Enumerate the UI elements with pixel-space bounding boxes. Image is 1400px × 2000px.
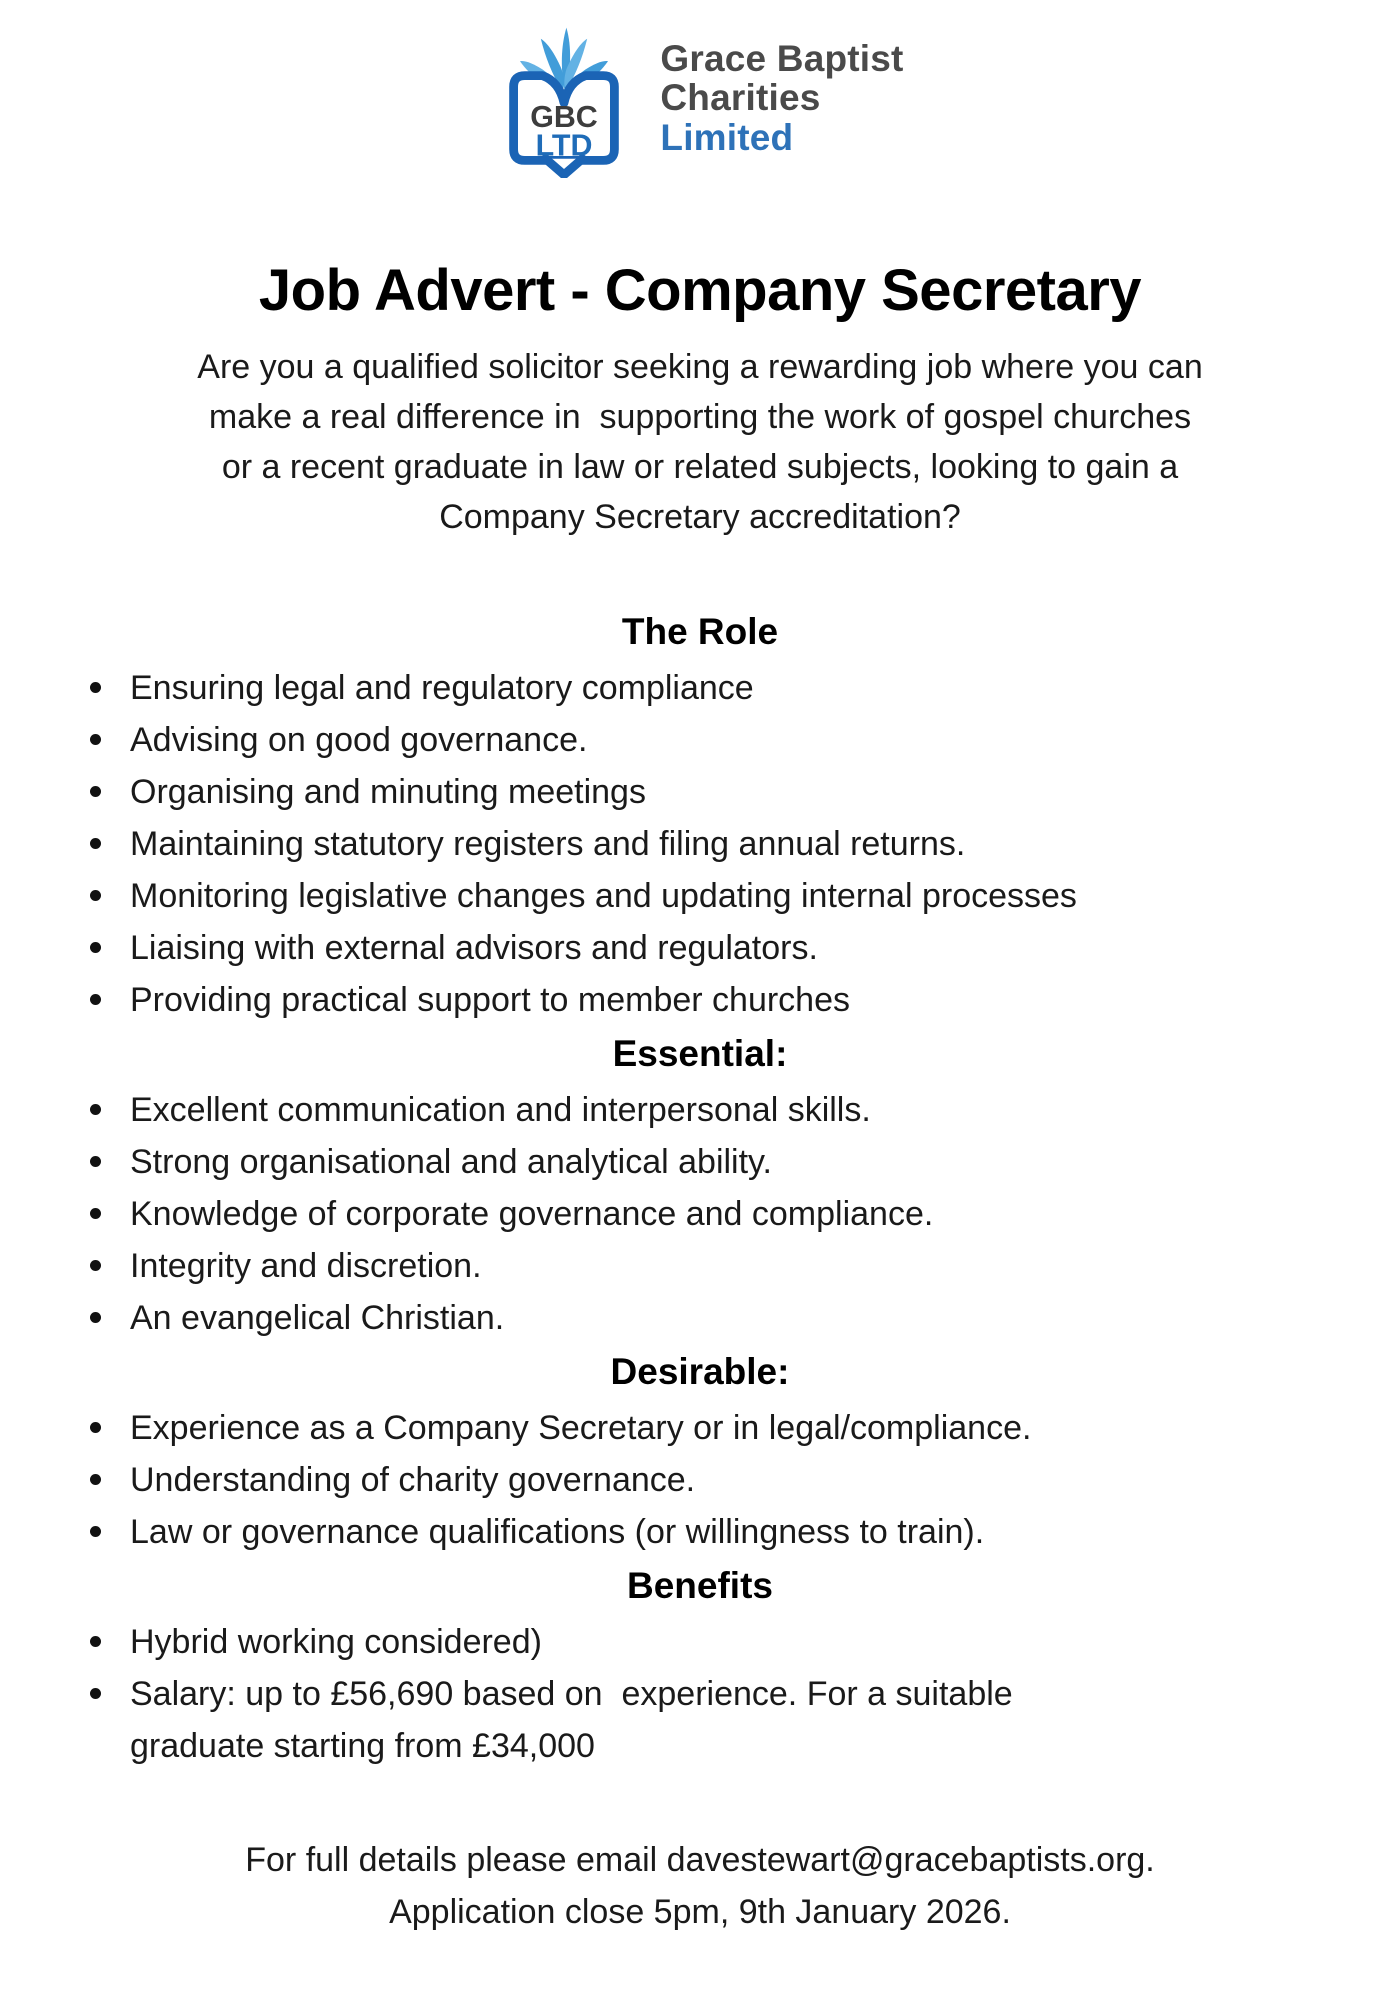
gbc-book-logo-icon <box>496 18 632 178</box>
bullet-text: Law or governance qualifications (or willingness to train). <box>130 1513 985 1551</box>
intro-paragraph <box>0 342 1400 542</box>
bullet-text: Organising and minuting meetings <box>130 773 646 811</box>
intro-line: or a recent graduate in law or related subjects, looking to gain a <box>221 448 1179 486</box>
section-heading-the-role: The Role <box>621 611 779 652</box>
bullet-item <box>60 818 1360 870</box>
intro-line: Company Secretary accreditation? <box>439 498 961 536</box>
org-name-line-1: Grace Baptist <box>660 37 904 79</box>
logo-monogram-gbc: GBC <box>530 99 599 134</box>
bullet-item <box>60 1402 1360 1454</box>
section-heading-essential: Essential: <box>612 1033 788 1074</box>
bullet-text: Experience as a Company Secretary or in legal/compliance. <box>130 1409 1032 1447</box>
bullet-text: An evangelical Christian. <box>130 1299 505 1337</box>
org-name <box>660 39 903 158</box>
page-title: Job Advert - Company Secretary <box>258 258 1142 323</box>
bullet-item <box>60 662 1360 714</box>
bullet-text: Understanding of charity governance. <box>130 1461 696 1499</box>
org-name-line-2: Charities <box>660 77 821 119</box>
bullet-text: Maintaining statutory registers and filing annual returns. <box>130 825 966 863</box>
intro-line: make a real difference in supporting the work of gospel churches <box>208 398 1192 436</box>
bullet-text: Salary: up to £56,690 based on experience. For a suitable <box>130 1675 1013 1713</box>
bullet-item <box>60 1136 1360 1188</box>
org-name-line-3: Limited <box>660 116 794 158</box>
bullet-text: Strong organisational and analytical ability. <box>130 1143 772 1181</box>
desirable-list <box>0 1402 1400 1558</box>
bullet-item <box>60 922 1360 974</box>
bullet-item <box>60 766 1360 818</box>
bullet-item <box>60 974 1360 1026</box>
bullet-text: Ensuring legal and regulatory compliance <box>130 669 754 707</box>
bullet-item <box>60 714 1360 766</box>
bullet-text: Excellent communication and interpersonal skills. <box>130 1091 871 1129</box>
bullet-text: Liaising with external advisors and regulators. <box>130 929 818 967</box>
bullet-item <box>60 1668 1360 1772</box>
intro-line: Are you a qualified solicitor seeking a rewarding job where you can <box>197 348 1203 386</box>
logo <box>0 0 1400 174</box>
the-role-list <box>0 662 1400 1026</box>
bullet-text: Hybrid working considered) <box>130 1623 542 1661</box>
bullet-text: Monitoring legislative changes and updating internal processes <box>130 877 1077 915</box>
logo-monogram-ltd: LTD <box>535 128 593 163</box>
bullet-item <box>60 1240 1360 1292</box>
section-heading-benefits: Benefits <box>627 1565 773 1606</box>
footer-deadline-line: Application close 5pm, 9th January 2026. <box>389 1893 1011 1931</box>
bullet-item <box>60 1084 1360 1136</box>
bullet-item <box>60 1292 1360 1344</box>
benefits-list <box>0 1616 1400 1772</box>
bullet-item <box>60 870 1360 922</box>
essential-list <box>0 1084 1400 1344</box>
bullet-text: Advising on good governance. <box>130 721 588 759</box>
bullet-text: graduate starting from £34,000 <box>130 1727 595 1765</box>
bullet-item <box>60 1188 1360 1240</box>
footer <box>0 1834 1400 1938</box>
bullet-text: Integrity and discretion. <box>130 1247 482 1285</box>
bullet-item <box>60 1506 1360 1558</box>
section-heading-desirable: Desirable: <box>610 1351 790 1392</box>
bullet-item <box>60 1454 1360 1506</box>
bullet-item <box>60 1616 1360 1668</box>
footer-contact-line: For full details please email davestewart@gracebaptists.org. <box>245 1841 1155 1879</box>
bullet-text: Knowledge of corporate governance and compliance. <box>130 1195 934 1233</box>
bullet-text: Providing practical support to member churches <box>130 981 850 1019</box>
